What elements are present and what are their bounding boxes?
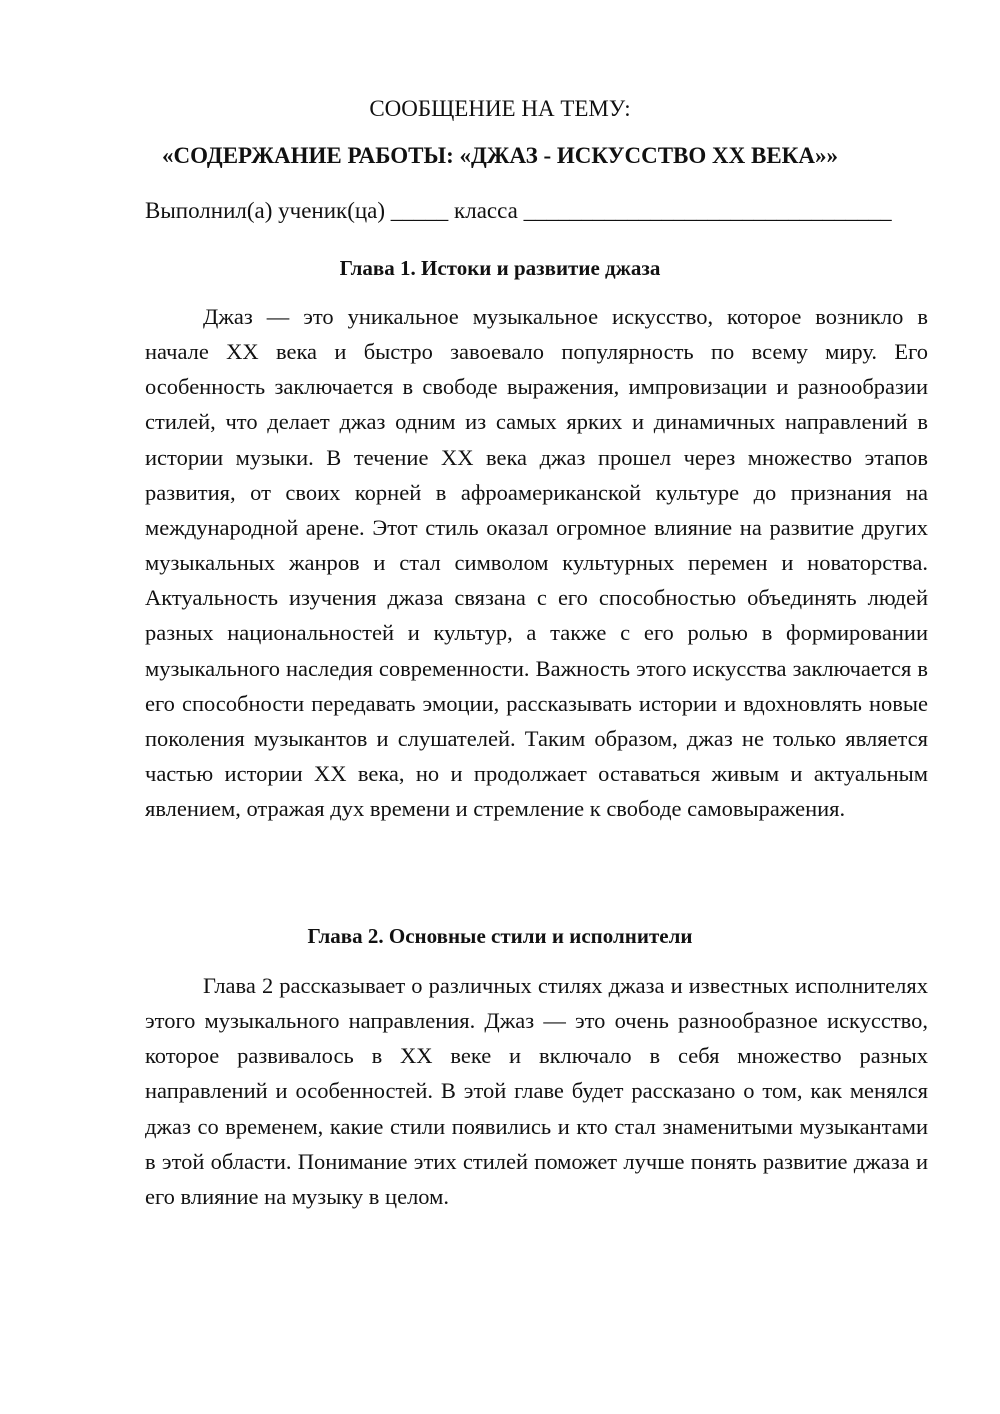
author-line: Выполнил(а) ученик(ца) _____ класса ________________________________ xyxy=(145,198,892,223)
chapter-1-heading: Глава 1. Истоки и развитие джаза xyxy=(339,256,661,280)
chapter-2-heading: Глава 2. Основные стили и исполнители xyxy=(307,924,693,948)
chapter-2-paragraph: Глава 2 рассказывает о различных стилях джаза и известных исполнителях этого музыкального направления. Джаз — это очень разнообразное искусство, которое развивалось в XX веке и включало в себя множество разных направлений и особенностей. В этой главе будет рассказано о том, как менялся джаз со временем, какие стили появились и кто стал знаменитыми музыкантами в этой области. Понимание этих стилей поможет лучше понять развитие джаза и его влияние на музыку в целом. xyxy=(145,973,928,1209)
document-title-line-2: «СОДЕРЖАНИЕ РАБОТЫ: «ДЖАЗ - ИСКУССТВО XX ВЕКА»» xyxy=(162,143,838,168)
document-title-line-1: СООБЩЕНИЕ НА ТЕМУ: xyxy=(369,96,631,121)
chapter-1-paragraph: Джаз — это уникальное музыкальное искусство, которое возникло в начале XX века и быстро завоевало популярность по всему миру. Его особенность заключается в свободе выражения, импровизации и разнообразии стилей, что делает джаз одним из самых ярких и динамичных направлений в истории музыки. В течение XX века джаз прошел через множество этапов развития, от своих корней в афроамериканской культуре до признания на международной арене. Этот стиль оказал огромное влияние на развитие других музыкальных жанров и стал символом культурных перемен и новаторства. Актуальность изучения джаза связана с его способностью объединять людей разных национальностей и культур, а также с его ролью в формировании музыкального наследия современности. Важность этого искусства заключается в его способности передавать эмоции, рассказывать истории и вдохновлять новые поколения музыкантов и слушателей. Таким образом, джаз не только является частью истории XX века, но и продолжает оставаться живым и актуальным явлением, отражая дух времени и стремление к свободе самовыражения. xyxy=(145,304,928,822)
